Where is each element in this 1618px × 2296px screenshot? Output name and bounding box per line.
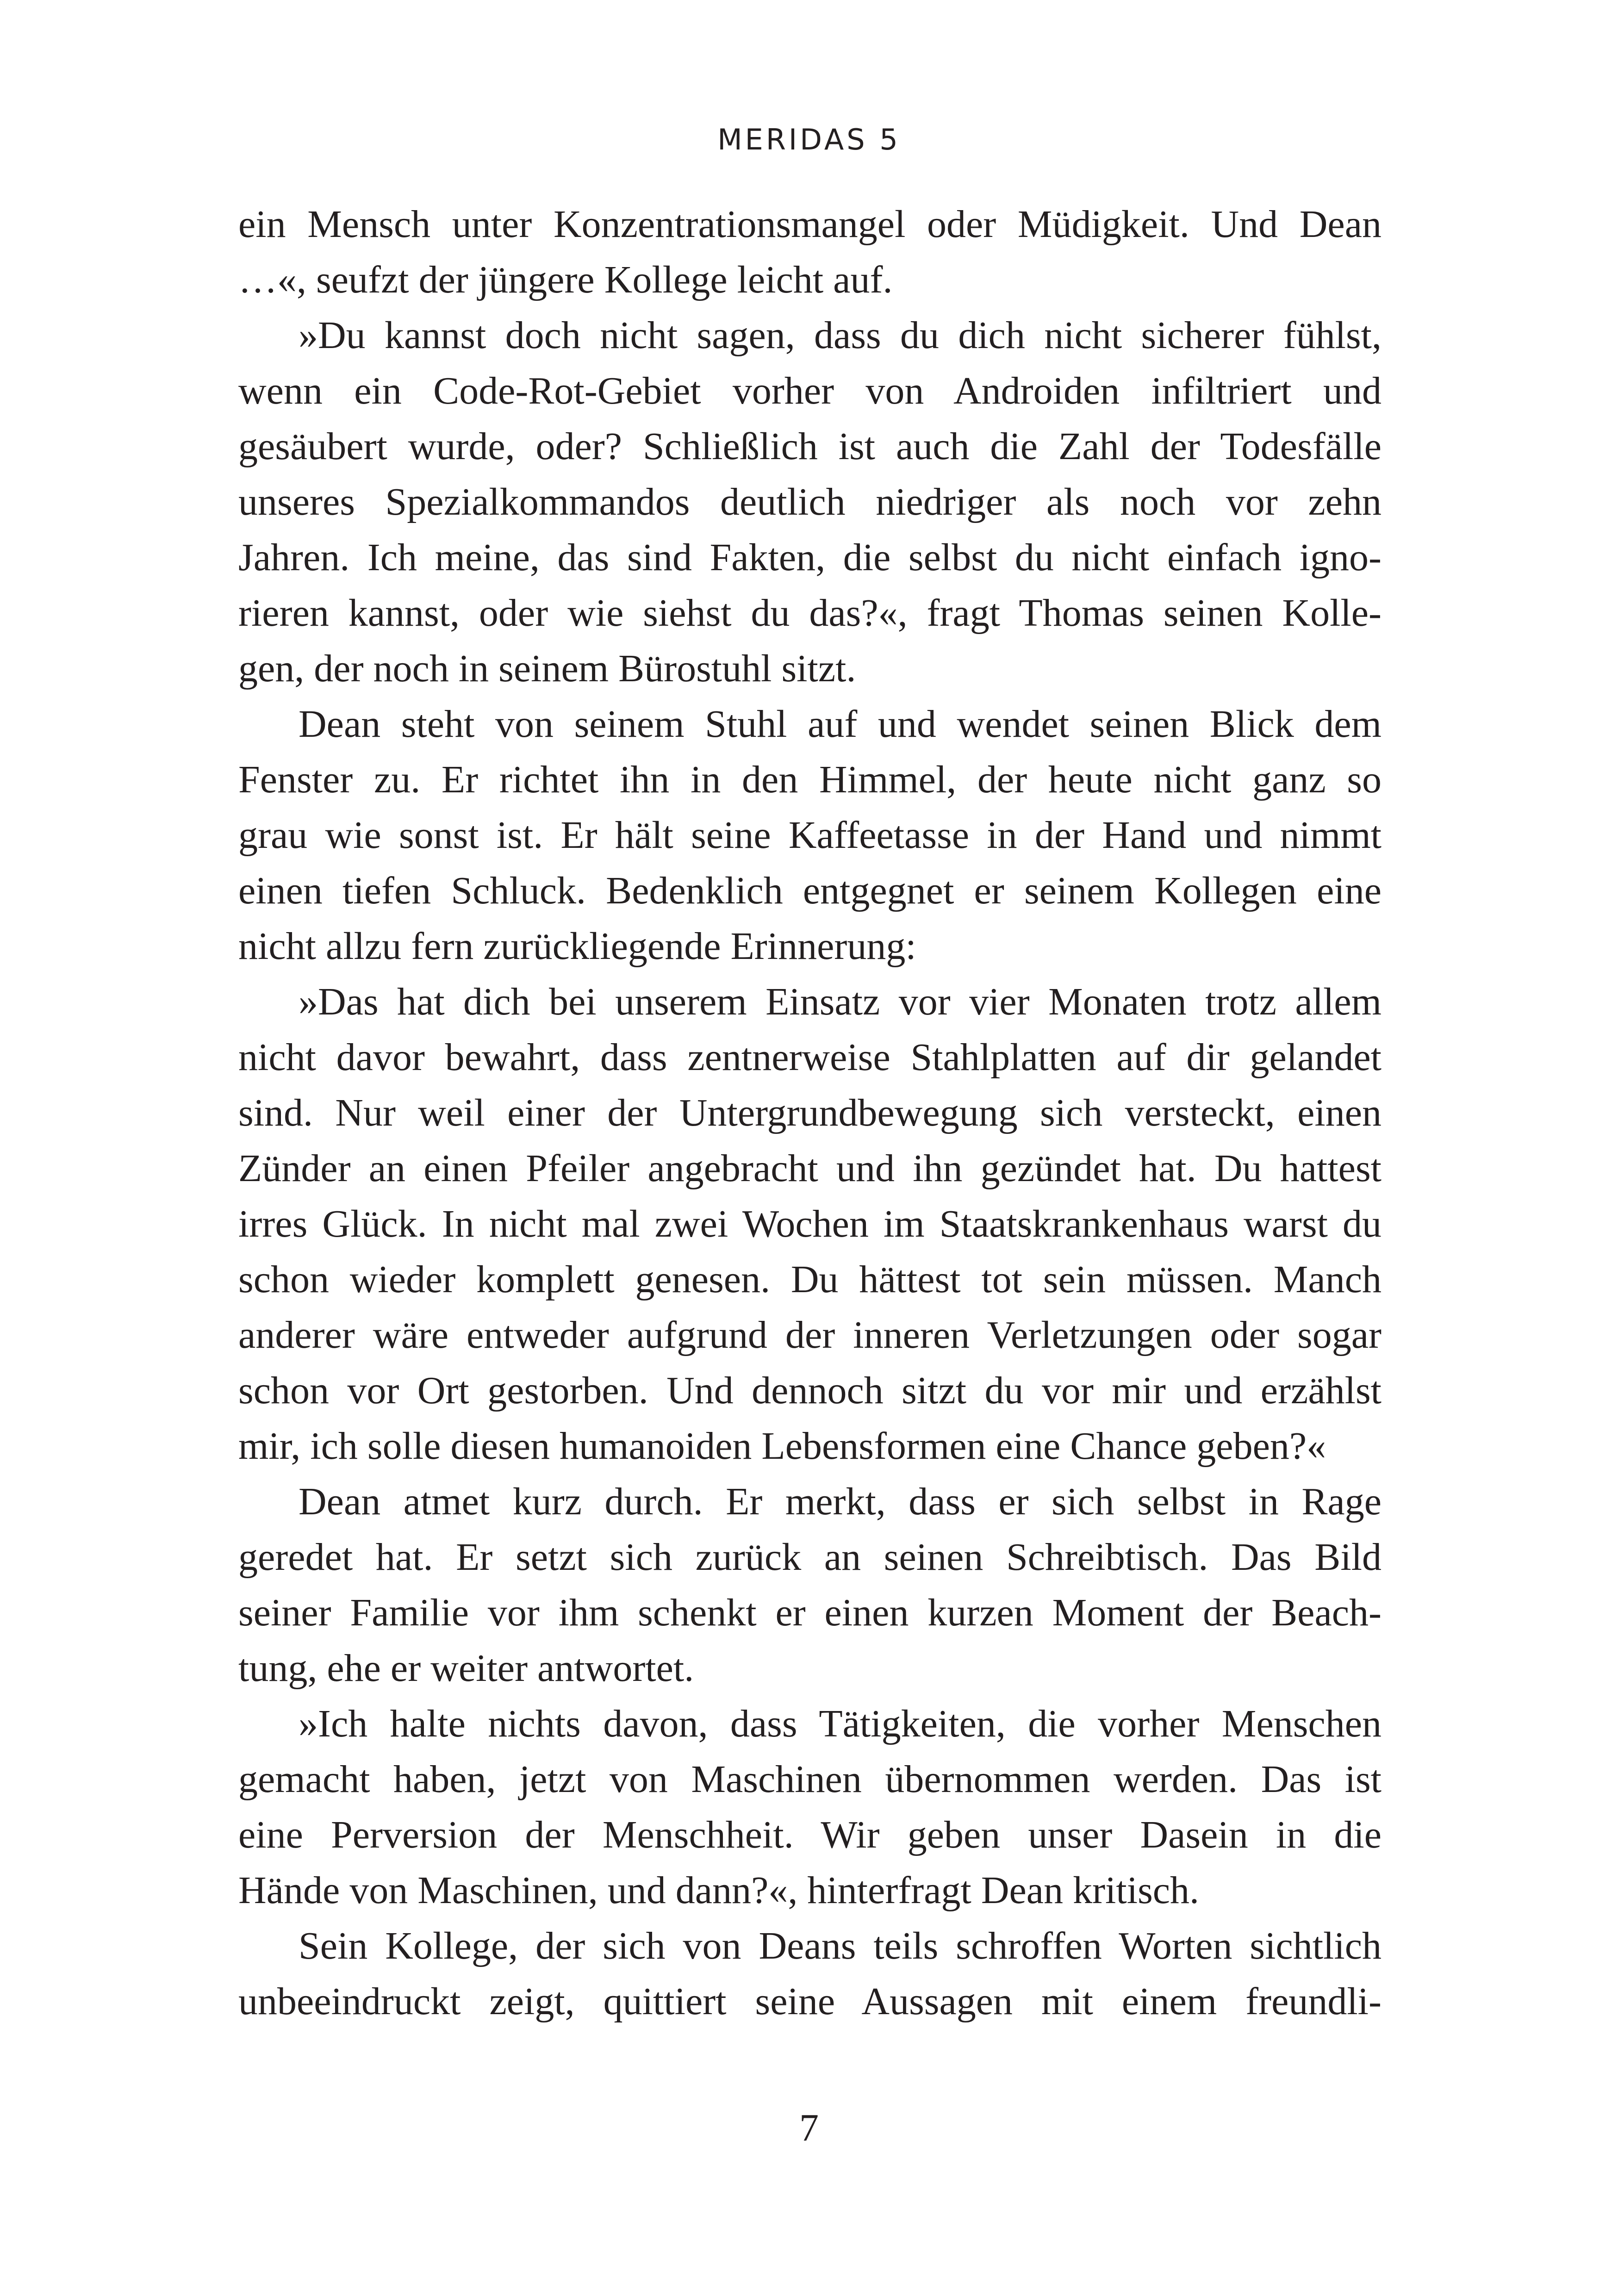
text-line: gen, der noch in seinem Bürostuhl sitzt.	[238, 647, 856, 690]
page-number: 7	[799, 2106, 819, 2149]
paragraph	[238, 974, 1382, 1474]
text-line: nicht davor bewahrt, dass zentnerweise Stahlplatten auf dir gelandet	[238, 1036, 1382, 1079]
paragraph	[238, 1696, 1382, 1918]
text-line: ein Mensch unter Konzentrationsmangel oder Müdigkeit. Und Dean	[238, 203, 1382, 246]
text-line: unseres Spezialkommandos deutlich niedriger als noch vor zehn	[238, 480, 1382, 523]
text-line: grau wie sonst ist. Er hält seine Kaffeetasse in der Hand und nimmt	[238, 814, 1382, 857]
text-line: geredet hat. Er setzt sich zurück an seinen Schreibtisch. Das Bild	[238, 1536, 1382, 1579]
text-line: Jahren. Ich meine, das sind Fakten, die selbst du nicht einfach igno-	[238, 536, 1382, 579]
running-header: MERIDAS 5	[717, 123, 901, 156]
text-line: Dean atmet kurz durch. Er merkt, dass er sich selbst in Rage	[299, 1480, 1382, 1523]
text-line: anderer wäre entweder aufgrund der inneren Verletzungen oder sogar	[238, 1313, 1382, 1356]
text-line: tung, ehe er weiter antwortet.	[238, 1647, 694, 1690]
text-line: schon wieder komplett genesen. Du hättest tot sein müssen. Manch	[238, 1258, 1382, 1301]
paragraph	[238, 1474, 1382, 1696]
text-line: Sein Kollege, der sich von Deans teils schroffen Worten sichtlich	[299, 1924, 1382, 1967]
paragraph	[238, 1918, 1382, 2029]
text-line: Fenster zu. Er richtet ihn in den Himmel, der heute nicht ganz so	[238, 758, 1382, 801]
text-line: schon vor Ort gestorben. Und dennoch sitzt du vor mir und erzählst	[238, 1369, 1382, 1412]
text-line: einen tiefen Schluck. Bedenklich entgegnet er seinem Kollegen eine	[238, 869, 1382, 912]
text-line: eine Perversion der Menschheit. Wir geben unser Dasein in die	[238, 1813, 1382, 1856]
text-line: »Das hat dich bei unserem Einsatz vor vier Monaten trotz allem	[299, 980, 1382, 1023]
text-line: Hände von Maschinen, und dann?«, hinterfragt Dean kritisch.	[238, 1869, 1200, 1912]
paragraph	[238, 697, 1382, 974]
text-line: irres Glück. In nicht mal zwei Wochen im Staatskrankenhaus warst du	[238, 1202, 1382, 1245]
text-line: gesäubert wurde, oder? Schließlich ist auch die Zahl der Todesfälle	[238, 425, 1382, 468]
text-line: sind. Nur weil einer der Untergrundbewegung sich versteckt, einen	[238, 1091, 1382, 1134]
text-line: Zünder an einen Pfeiler angebracht und ihn gezündet hat. Du hattest	[238, 1147, 1382, 1190]
text-line: rieren kannst, oder wie siehst du das?«, fragt Thomas seinen Kolle-	[238, 591, 1382, 635]
text-line: wenn ein Code-Rot-Gebiet vorher von Androiden infiltriert und	[238, 369, 1382, 412]
text-line: …«, seufzt der jüngere Kollege leicht auf.	[238, 258, 893, 301]
text-line: »Du kannst doch nicht sagen, dass du dich nicht sicherer fühlst,	[299, 314, 1382, 357]
body-text	[238, 197, 1382, 2029]
text-line: unbeeindruckt zeigt, quittiert seine Aussagen mit einem freundli-	[238, 1980, 1382, 2023]
paragraph	[238, 197, 1382, 308]
text-line: nicht allzu fern zurückliegende Erinnerung:	[238, 925, 916, 968]
text-line: mir, ich solle diesen humanoiden Lebensformen eine Chance geben?«	[238, 1425, 1326, 1468]
text-line: »Ich halte nichts davon, dass Tätigkeiten, die vorher Menschen	[299, 1702, 1382, 1745]
text-line: seiner Familie vor ihm schenkt er einen kurzen Moment der Beach-	[238, 1591, 1382, 1634]
text-line: Dean steht von seinem Stuhl auf und wendet seinen Blick dem	[299, 703, 1382, 746]
paragraph	[238, 308, 1382, 697]
text-line: gemacht haben, jetzt von Maschinen übernommen werden. Das ist	[238, 1758, 1382, 1801]
